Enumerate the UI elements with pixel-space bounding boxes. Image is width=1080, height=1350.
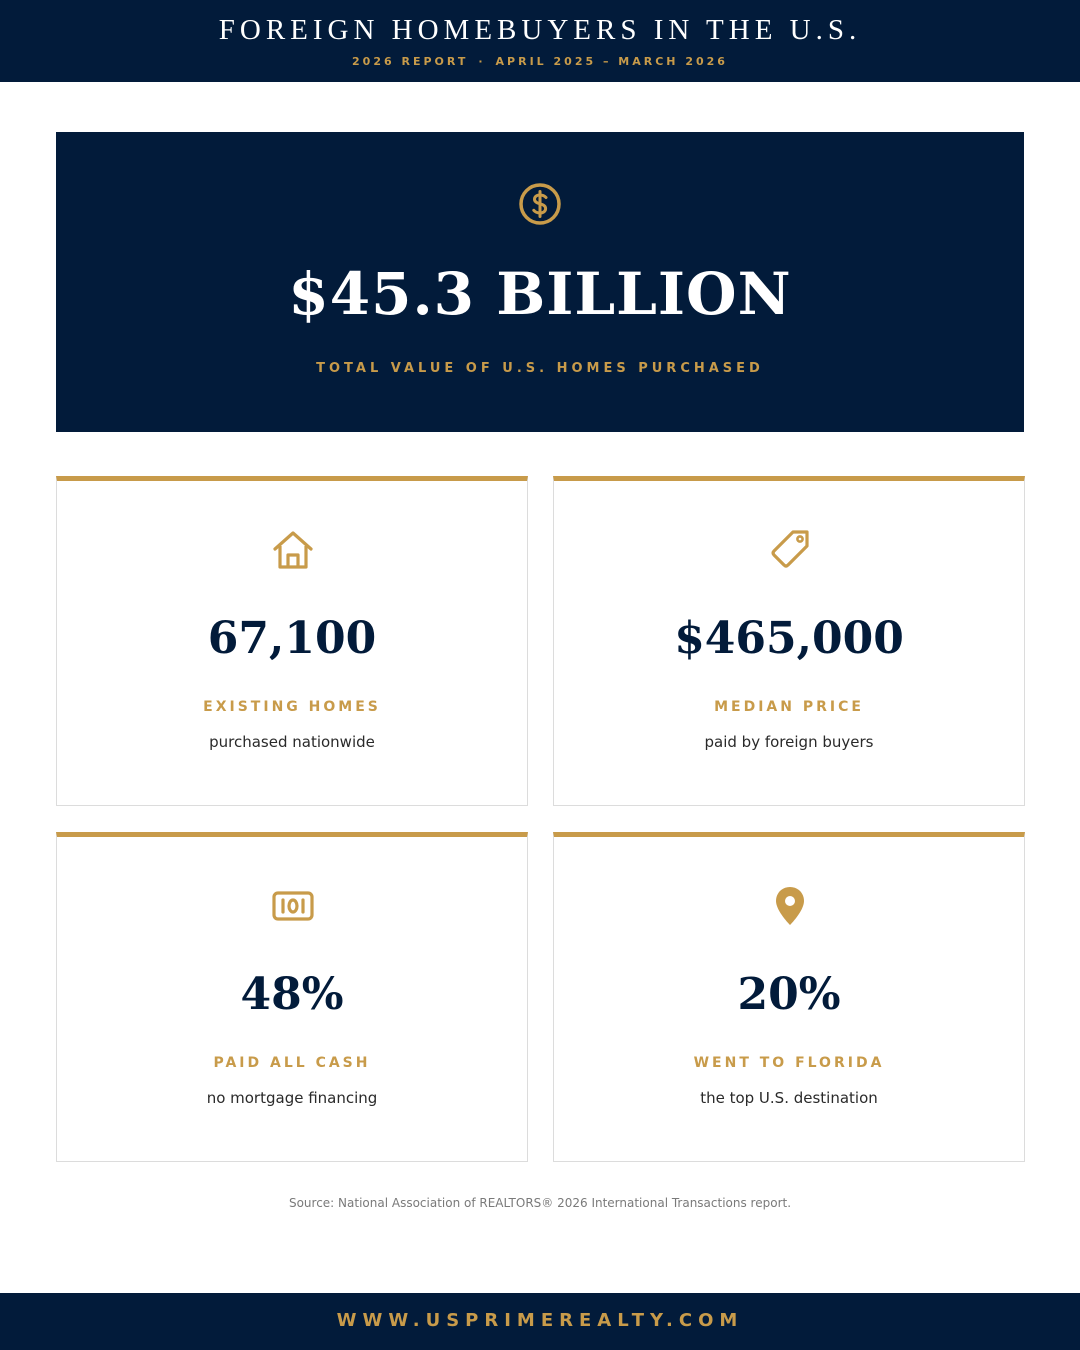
stat-value: $465,000	[674, 613, 904, 664]
stat-card-florida	[553, 832, 1025, 1162]
stat-description: no mortgage financing	[206, 1089, 378, 1107]
hero-label: TOTAL VALUE OF U.S. HOMES PURCHASED	[316, 361, 764, 376]
page-title: FOREIGN HOMEBUYERS IN THE U.S.	[218, 14, 862, 46]
dollar-circle-icon	[518, 182, 562, 226]
stat-label: MEDIAN PRICE	[714, 699, 864, 715]
stat-card-median-price	[553, 476, 1025, 806]
header-bar	[0, 0, 1080, 82]
source-note: Source: National Association of REALTORS® 2026 International Transactions report.	[288, 1196, 792, 1210]
hero-panel	[56, 132, 1024, 432]
map-pin-icon	[769, 885, 811, 927]
stat-description: purchased nationwide	[209, 733, 375, 751]
report-subtitle	[0, 55, 1080, 68]
stat-description: paid by foreign buyers	[704, 733, 874, 751]
stat-description: the top U.S. destination	[700, 1089, 878, 1107]
stat-label: EXISTING HOMES	[203, 699, 381, 715]
report-period: APRIL 2025 – MARCH 2026	[495, 55, 728, 68]
report-label: 2026 REPORT	[352, 55, 469, 68]
stat-value: 20%	[737, 969, 841, 1020]
stat-value: 48%	[240, 969, 344, 1020]
stat-label: PAID ALL CASH	[213, 1055, 371, 1071]
subtitle-separator: ·	[478, 55, 486, 68]
cash-icon	[272, 885, 314, 927]
footer-bar	[0, 1293, 1080, 1350]
website-link[interactable]: WWW.USPRIMEREALTY.COM	[336, 1310, 744, 1331]
house-icon	[272, 529, 314, 571]
stat-label: WENT TO FLORIDA	[693, 1055, 885, 1071]
price-tag-icon	[769, 529, 811, 571]
stat-card-all-cash	[56, 832, 528, 1162]
stat-value: 67,100	[207, 613, 377, 664]
stat-card-existing-homes	[56, 476, 528, 806]
hero-value: $45.3 BILLION	[288, 260, 792, 328]
